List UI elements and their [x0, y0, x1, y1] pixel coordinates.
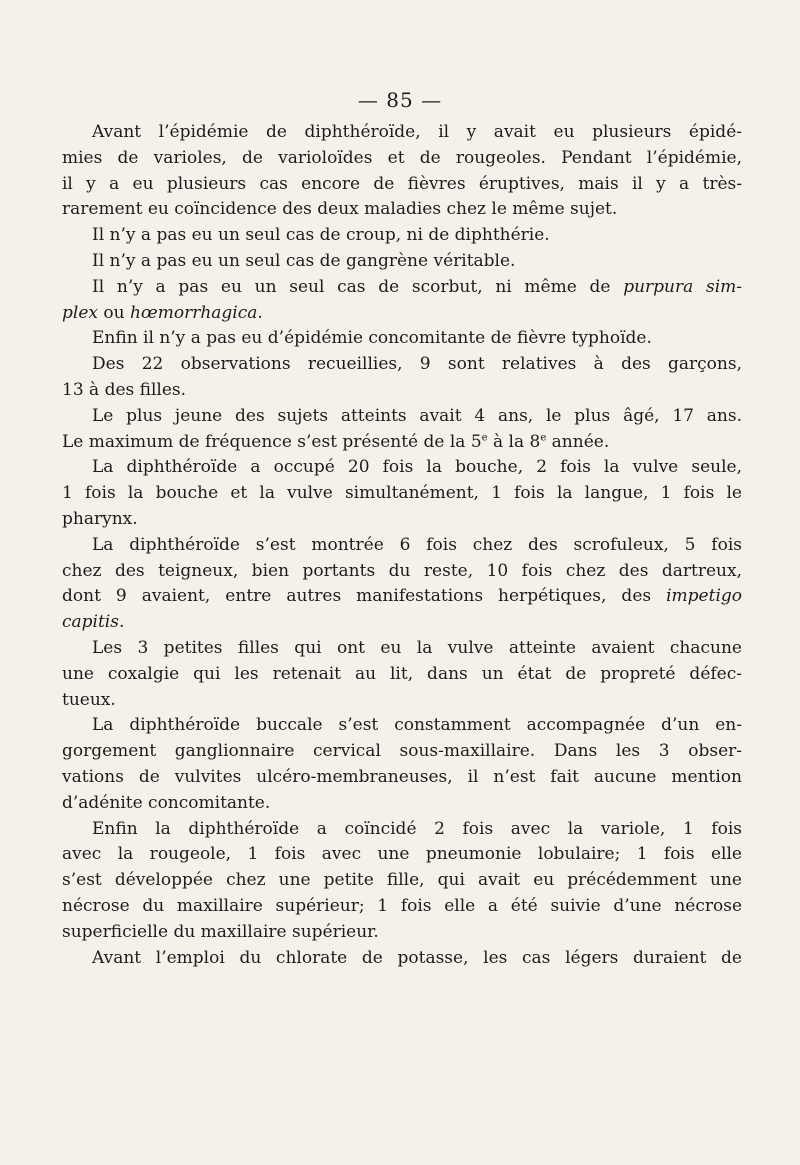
body-text [62, 120, 742, 971]
text-run: vations de vulvites ulcéro-membraneuses, il n’est fait aucune mention [62, 766, 742, 787]
text-line [62, 120, 742, 146]
text-run: . [257, 302, 263, 323]
page-number: — 85 — [357, 88, 443, 112]
text-run: nécrose du maxillaire supérieur; 1 fois elle a été suivie d’une nécrose [62, 895, 742, 916]
text-line [62, 662, 742, 688]
text-run: 13 à des filles. [62, 379, 187, 400]
text-run: Avant l’épidémie de diphthéroïde, il y avait eu plusieurs épidé- [92, 122, 742, 142]
text-run: Le maximum de fréquence s’est présenté de la 5 [62, 431, 482, 452]
text-line [62, 610, 742, 636]
text-run: s’est développée chez une petite fille, qui avait eu précédemment une [62, 870, 742, 891]
text-line [62, 791, 742, 817]
text-line [62, 326, 742, 352]
text-run: chez des teigneux, bien portants du reste, 10 fois chez des dartreux, [62, 560, 742, 581]
text-line [62, 197, 742, 223]
text-line [62, 455, 742, 481]
text-run: année. [546, 431, 610, 452]
text-line [62, 920, 742, 946]
text-line [62, 172, 742, 198]
text-line [62, 533, 742, 559]
text-line [62, 404, 742, 430]
text-line [62, 817, 742, 843]
text-run: il y a eu plusieurs cas encore de fièvres éruptives, mais il y a très- [62, 173, 742, 194]
text-run: d’adénite concomitante. [62, 792, 271, 813]
text-line [62, 559, 742, 585]
text-line [62, 223, 742, 249]
text-run: gorgement ganglionnaire cervical sous-maxillaire. Dans les 3 obser- [62, 741, 742, 762]
text-run: Des 22 observations recueillies, 9 sont relatives à des garçons, [92, 354, 742, 375]
text-run: dont 9 avaient, entre autres manifestations herpétiques, des [62, 586, 667, 607]
text-line [62, 378, 742, 404]
text-line [62, 946, 742, 972]
italic-text: impetigo [666, 586, 742, 607]
text-run: . [118, 612, 125, 633]
text-run: une coxalgie qui les retenait au lit, dans un état de propreté défec- [62, 663, 742, 684]
text-line [62, 430, 742, 456]
italic-text: hœmorrhagica [129, 302, 258, 323]
text-run: superficielle du maxillaire supérieur. [62, 921, 379, 942]
text-run: avec la rougeole, 1 fois avec une pneumonie lobulaire; 1 fois elle [62, 844, 742, 865]
text-line [62, 894, 742, 920]
text-run: La diphthéroïde buccale s’est constamment accompagnée d’un en- [92, 715, 742, 736]
text-run: ou [97, 302, 130, 323]
text-run: La diphthéroïde a occupé 20 fois la bouche, 2 fois la vulve seule, [92, 457, 742, 478]
text-run: Il n’y a pas eu un seul cas de croup, ni de diphthérie. [92, 225, 550, 246]
italic-text: purpura sim- [623, 276, 742, 297]
text-run: mies de varioles, de varioloïdes et de rougeoles. Pendant l’épidémie, [62, 147, 742, 168]
text-run: tueux. [62, 689, 116, 710]
text-line [62, 301, 742, 327]
text-line [62, 584, 742, 610]
text-run: Enfin il n’y a pas eu d’épidémie concomitante de fièvre typhoïde. [92, 328, 652, 349]
text-line [62, 352, 742, 378]
text-line [62, 507, 742, 533]
text-run: à la 8 [487, 431, 541, 452]
italic-text: plex [62, 302, 98, 323]
text-run: La diphthéroïde s’est montrée 6 fois chez des scrofuleux, 5 fois [92, 534, 742, 555]
text-run: pharynx. [62, 508, 138, 529]
text-run: Il n’y a pas eu un seul cas de gangrène véritable. [92, 250, 516, 271]
text-run: Le plus jeune des sujets atteints avait 4 ans, le plus âgé, 17 ans. [92, 405, 742, 426]
text-run: Les 3 petites filles qui ont eu la vulve atteinte avaient chacune [92, 637, 742, 658]
text-line [62, 636, 742, 662]
superscript: e [540, 431, 547, 443]
text-line [62, 842, 742, 868]
text-run: Enfin la diphthéroïde a coïncidé 2 fois avec la variole, 1 fois [92, 818, 742, 839]
text-line [62, 249, 742, 275]
text-line [62, 765, 742, 791]
text-line [62, 275, 742, 301]
text-line [62, 481, 742, 507]
text-line [62, 739, 742, 765]
text-line [62, 868, 742, 894]
text-run: Il n’y a pas eu un seul cas de scorbut, ni même de [92, 276, 624, 297]
text-line [62, 146, 742, 172]
text-run: 1 fois la bouche et la vulve simultanément, 1 fois la langue, 1 fois le [62, 483, 742, 504]
superscript: e [481, 431, 488, 443]
text-run: Avant l’emploi du chlorate de potasse, les cas légers duraient de [92, 947, 742, 968]
text-line [62, 713, 742, 739]
italic-text: capitis [62, 612, 119, 633]
text-run: rarement eu coïncidence des deux maladies chez le même sujet. [62, 199, 618, 220]
text-line [62, 688, 742, 714]
